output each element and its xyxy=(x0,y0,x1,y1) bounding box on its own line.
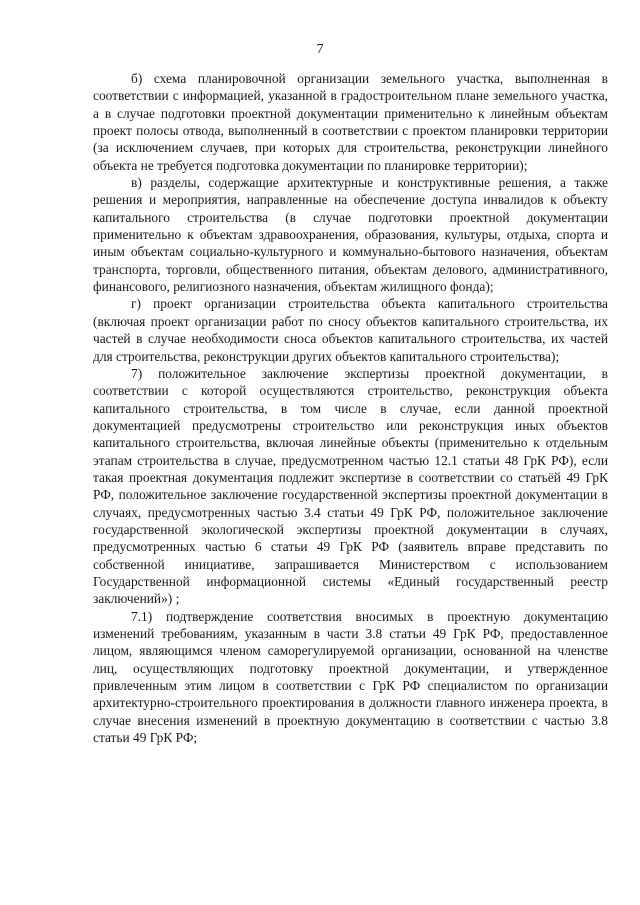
paragraph-v-architectural-sections: в) разделы, содержащие архитектурные и конструктивные решения, а также решения и мероприятия, направленные на обеспечение доступа инвалидов к объекту капитального строительства (в случае подготовки проектной документации применительно к объектам здравоохранения, образования, культуры, отдыха, спорта и иным объектам социально-культурного и коммунально-бытового назначения, объектам транспорта, торговли, общественного питания, объектам делового, административного, финансового, религиозного назначения, объектам жилищного фонда); xyxy=(93,175,608,295)
paragraph-g-construction-project: г) проект организации строительства объекта капитального строительства (включая проект организации работ по сносу объектов капитального строительства, их частей в случае необходимости сноса объектов капитального строительства, их частей для строительства, реконструкции других объектов капитального строительства); xyxy=(93,296,608,364)
page-number: 7 xyxy=(316,42,324,57)
paragraph-b-site-plan: б) схема планировочной организации земельного участка, выполненная в соответствии с информацией, указанной в градостроительном плане земельного участка, а в случае подготовки проектной документации применительно к линейным объектам проект полосы отвода, выполненный в соответствии с проектом планировки территории (за исключением случаев, при которых для строительства, реконструкции линейного объекта не требуется подготовка документации по планировке территории); xyxy=(93,71,608,173)
document-body xyxy=(93,70,608,746)
paragraph-7-1-compliance-confirmation: 7.1) подтверждение соответствия вносимых в проектную документацию изменений требованиям, указанным в части 3.8 статьи 49 ГрК РФ, предоставленное лицом, являющимся членом саморегулируемой организации, основанной на членстве лиц, осуществляющих подготовку проектной документации, и утвержденное привлеченным этим лицом в соответствии с ГрК РФ специалистом по организации архитектурно-строительного проектирования в должности главного инженера проекта, в случае внесения изменений в проектную документацию в соответствии с частью 3.8 статьи 49 ГрК РФ; xyxy=(93,608,608,746)
paragraph-7-expertise-conclusion: 7) положительное заключение экспертизы проектной документации, в соответствии с которой осуществляются строительство, реконструкция объекта капитального строительства, в том числе в случае, если данной проектной документацией предусмотрены строительство или реконструкция иных объектов капитального строительства, включая линейные объекты (применительно к отдельным этапам строительства в случае, предусмотренном частью 12.1 статьи 48 ГрК РФ), если такая проектная документация подлежит экспертизе в соответствии со статьёй 49 ГрК РФ, положительное заключение государственной экспертизы проектной документации в случаях, предусмотренных частью 3.4 статьи 49 ГрК РФ, положительное заключение государственной экологической экспертизы проектной документации в случаях, предусмотренных частью 6 статьи 49 ГрК РФ (заявитель вправе представить по собственной инициативе, запрашивается Министерством с использованием Государственной информационной системы «Единый государственный реестр заключений») ; xyxy=(93,365,608,607)
